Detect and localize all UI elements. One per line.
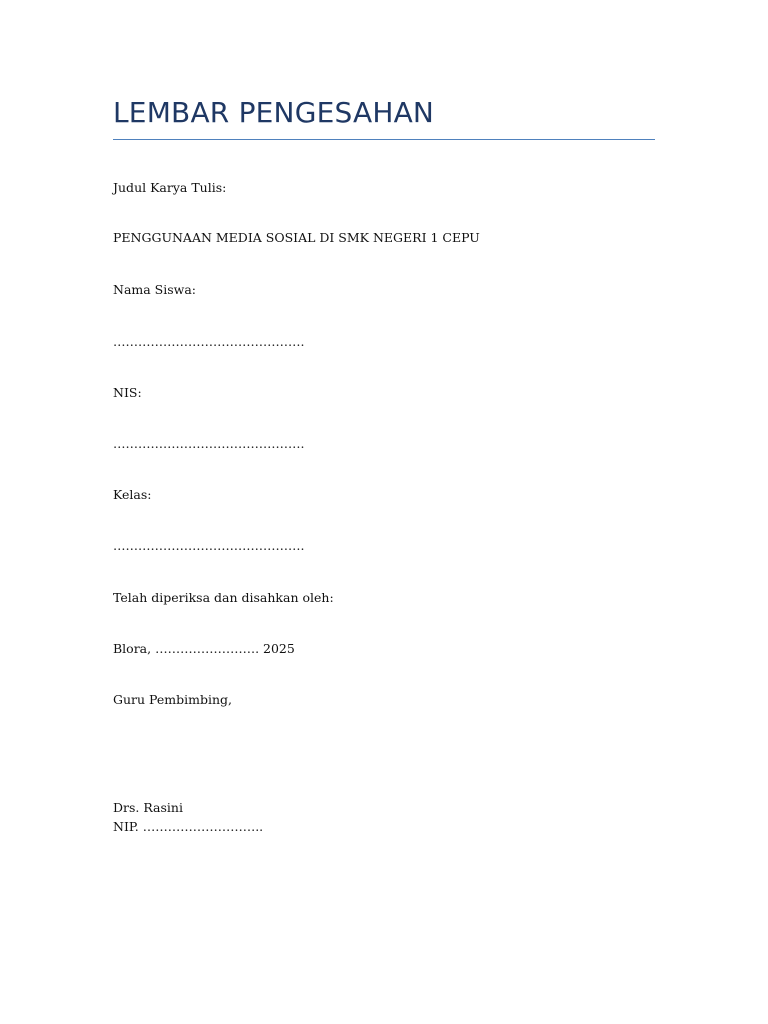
place-date: Blora, ……………………. 2025 (113, 641, 295, 656)
nama-siswa-label: Nama Siswa: (113, 282, 197, 297)
kelas-label: Kelas: (113, 487, 152, 502)
judul-value: PENGGUNAAN MEDIA SOSIAL DI SMK NEGERI 1 CEPU (113, 230, 480, 245)
signer-nip: NIP. ……………………….. (113, 819, 264, 834)
kelas-blank: ………………………………………. (113, 538, 305, 553)
judul-label: Judul Karya Tulis: (113, 180, 227, 195)
nama-siswa-blank: ………………………………………. (113, 334, 305, 349)
nis-blank: ………………………………………. (113, 436, 305, 451)
nis-label: NIS: (113, 385, 142, 400)
signer-name: Drs. Rasini (113, 800, 183, 815)
approval-text: Telah diperiksa dan disahkan oleh: (113, 590, 334, 605)
page-title: LEMBAR PENGESAHAN (113, 96, 435, 129)
title-underline (113, 139, 655, 140)
signer-role: Guru Pembimbing, (113, 692, 233, 707)
